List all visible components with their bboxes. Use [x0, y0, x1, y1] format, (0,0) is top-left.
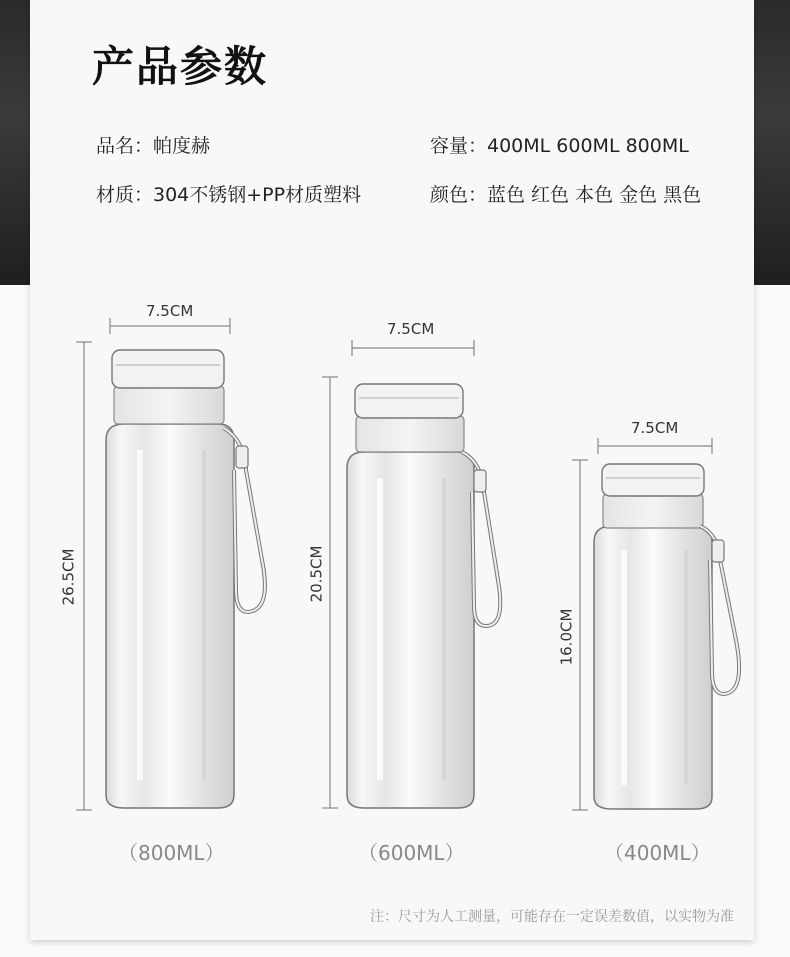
param-name: 品名：帕度赫	[96, 135, 211, 157]
param-capacity: 容量：400ML 600ML 800ML	[430, 135, 689, 157]
width-label-600ml: 7.5CM	[387, 320, 435, 338]
width-dimension-1	[110, 318, 230, 334]
param-material: 材质：304不锈钢+PP材质塑料	[96, 184, 362, 206]
height-label-600ml: 20.5CM	[307, 545, 326, 603]
param-colors: 颜色：蓝色 红色 本色 金色 黑色	[430, 184, 702, 206]
caption-400ml: （400ML）	[604, 841, 711, 865]
width-dimension-2	[352, 340, 474, 356]
bottle-800ml	[106, 350, 265, 808]
caption-600ml: （600ML）	[358, 841, 465, 865]
page-title: 产品参数	[92, 42, 269, 91]
bottle-400ml	[594, 464, 739, 809]
height-label-800ml: 26.5CM	[59, 548, 78, 606]
width-label-800ml: 7.5CM	[146, 302, 194, 320]
width-label-400ml: 7.5CM	[631, 419, 679, 437]
measurement-note: 注：尺寸为人工测量，可能存在一定误差数值，以实物为准	[370, 909, 734, 925]
caption-800ml: （800ML）	[118, 841, 225, 865]
height-dimension-1	[76, 342, 92, 810]
bottle-600ml	[347, 384, 500, 808]
width-dimension-3	[598, 438, 712, 454]
height-label-400ml: 16.0CM	[557, 608, 576, 666]
